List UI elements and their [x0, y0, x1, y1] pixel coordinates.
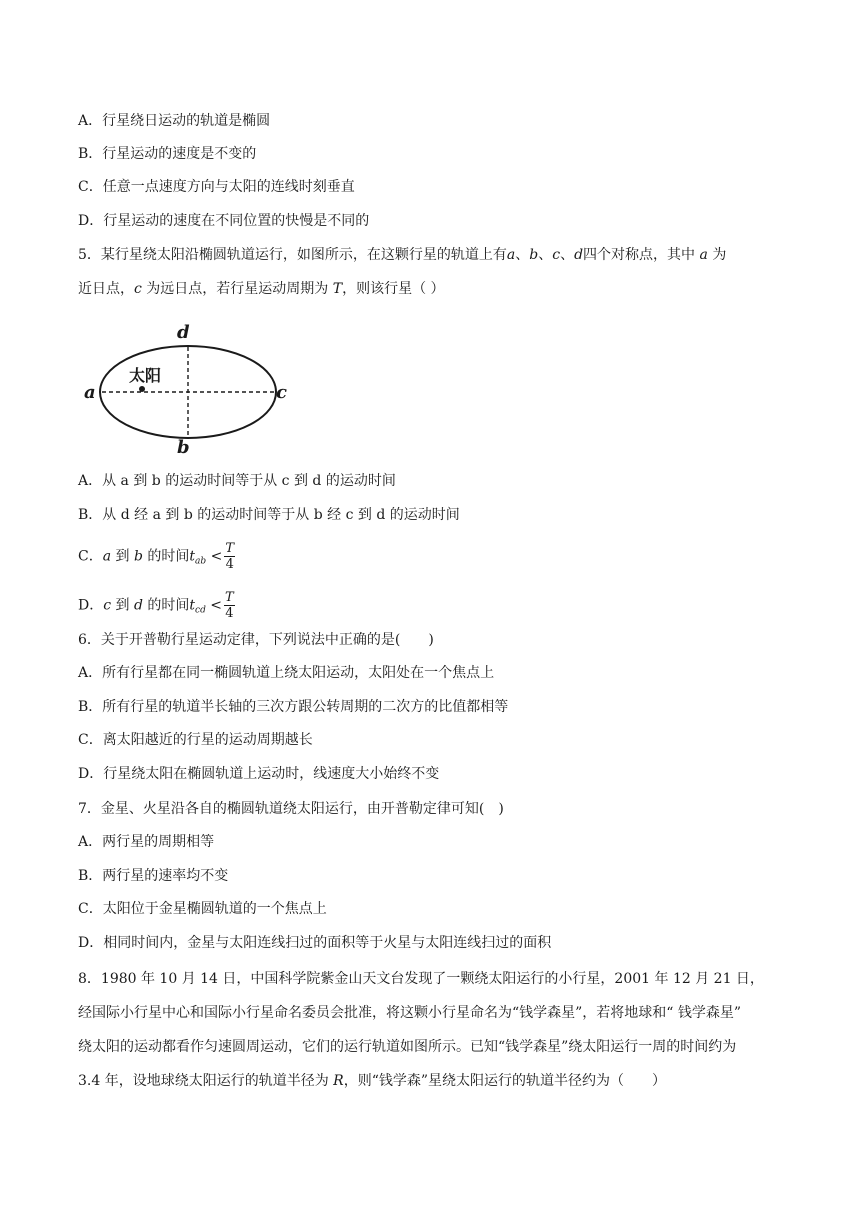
q6-option-a: A．所有行星都在同一椭圆轨道上绕太阳运动，太阳处在一个焦点上: [78, 665, 495, 681]
q4-option-d: D．行星运动的速度在不同位置的快慢是不同的: [78, 213, 370, 229]
q5-option-d: D．c 到 d 的时间$t_{cd}$ < $\frac{T}{4}$: [78, 590, 234, 621]
q5-option-b: B．从 d 经 a 到 b 的运动时间等于从 b 经 c 到 d 的运动时间: [78, 507, 460, 523]
fraction-t-over-4: $\frac{T}{4}$: [225, 541, 235, 572]
fraction-t-over-4: $\frac{T}{4}$: [225, 590, 234, 621]
q7-stem: 7．金星、火星沿各自的椭圆轨道绕太阳运行，由开普勒定律可知( ): [78, 801, 504, 817]
q5-option-c: C．a 到 b 的时间$t_{ab}$ < $\frac{T}{4}$: [78, 541, 235, 572]
q5-stem-line2: 近日点，c 为远日点，若行星运动周期为 T，则该行星（ ）: [78, 281, 445, 297]
q6-option-c: C．离太阳越近的行星的运动周期越长: [78, 732, 313, 748]
q4-option-a: A．行星绕日运动的轨道是椭圆: [78, 113, 271, 129]
q8-line4: 3.4 年，设地球绕太阳运行的轨道半径为 R，则“钱学森”星绕太阳运行的轨道半径约为（ ）: [78, 1073, 667, 1089]
q4-option-b: B．行星运动的速度是不变的: [78, 146, 257, 162]
orbit-ellipse-figure: [78, 316, 298, 456]
q6-option-b: B．所有行星的轨道半长轴的三次方跟公转周期的二次方的比值都相等: [78, 699, 509, 715]
sun-label: 太阳: [129, 366, 162, 385]
q7-option-b: B．两行星的速率均不变: [78, 868, 229, 884]
q6-option-d: D．行星绕太阳在椭圆轨道上运动时，线速度大小始终不变: [78, 766, 440, 782]
q8-line2: 经国际小行星中心和国际小行星命名委员会批准，将这颗小行星命名为“钱学森星”，若将地球和“ 钱学森星”: [78, 1005, 742, 1021]
q7-option-d: D．相同时间内，金星与太阳连线扫过的面积等于火星与太阳连线扫过的面积: [78, 935, 552, 951]
point-c-label: c: [276, 382, 287, 403]
q7-option-a: A．两行星的周期相等: [78, 834, 215, 850]
q6-stem: 6．关于开普勒行星运动定律，下列说法中正确的是( ): [78, 632, 434, 648]
q5-stem-line1: 5．某行星绕太阳沿椭圆轨道运行，如图所示，在这颗行星的轨道上有a、b、c、d四个对称点，其中 a 为: [78, 247, 727, 263]
q7-option-c: C．太阳位于金星椭圆轨道的一个焦点上: [78, 901, 327, 917]
point-a-label: a: [84, 382, 96, 403]
point-b-label: b: [177, 437, 190, 456]
point-d-label: d: [177, 322, 190, 343]
q8-line3: 绕太阳的运动都看作匀速圆周运动，它们的运行轨道如图所示。已知“钱学森星”绕太阳运行一周的时间约为: [78, 1039, 737, 1055]
sun-dot: [139, 386, 145, 392]
q8-line1: 8．1980 年 10 月 14 日，中国科学院紫金山天文台发现了一颗绕太阳运行的小行星，2001 年 12 月 21 日，: [78, 971, 764, 987]
q4-option-c: C．任意一点速度方向与太阳的连线时刻垂直: [78, 179, 355, 195]
q5-option-a: A．从 a 到 b 的运动时间等于从 c 到 d 的运动时间: [78, 473, 396, 489]
